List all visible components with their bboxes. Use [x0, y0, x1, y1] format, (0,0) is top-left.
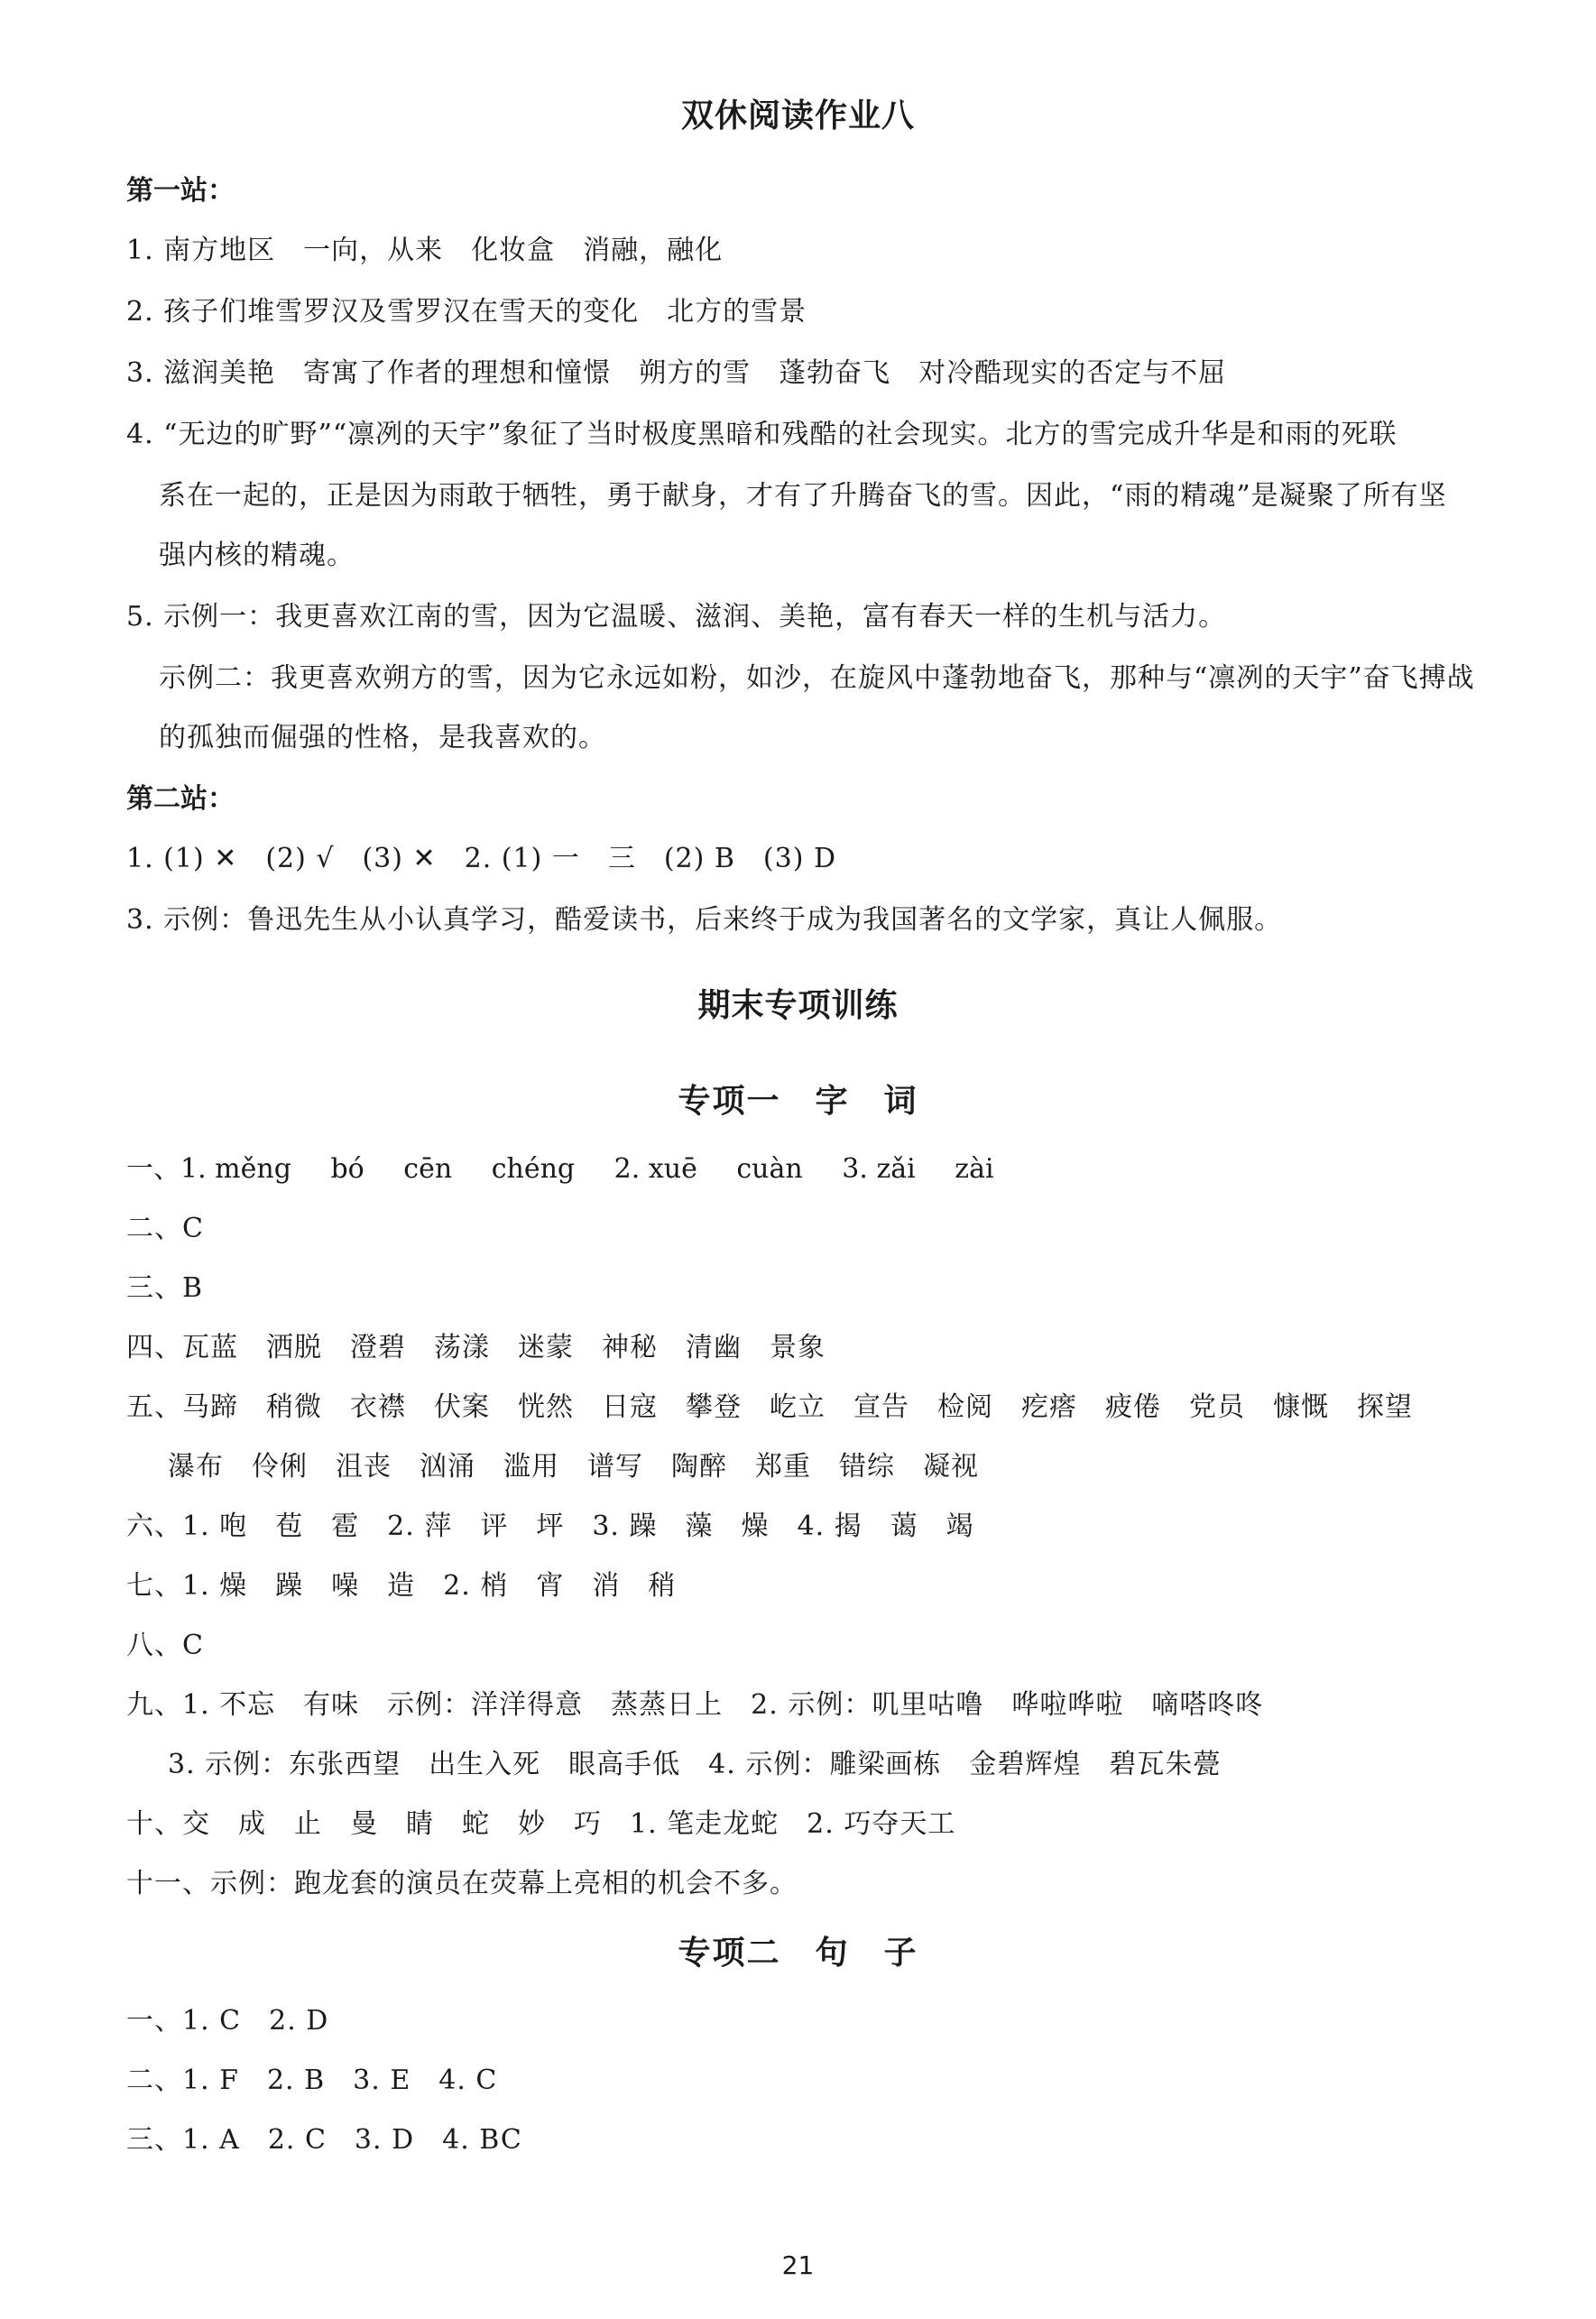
- answer-line: 强内核的精魂。: [159, 540, 355, 571]
- answer-line: 一、1. C 2. D: [126, 2005, 329, 2037]
- answer-line: 二、C: [126, 1213, 204, 1244]
- answer-line: 八、C: [126, 1630, 204, 1661]
- answer-line: 六、1. 咆 苞 雹 2. 萍 评 坪 3. 躁 藻 燥 4. 揭 蔼 竭: [126, 1511, 974, 1542]
- answer-line: 三、B: [126, 1272, 204, 1304]
- answer-line: 3. 示例：鲁迅先生从小认真学习，酷爱读书，后来终于成为我国著名的文学家，真让人佩服。: [126, 904, 1283, 936]
- answer-line: 5. 示例一：我更喜欢江南的雪，因为它温暖、滋润、美艳，富有春天一样的生机与活力。: [126, 601, 1227, 633]
- answer-line: 七、1. 燥 躁 噪 造 2. 梢 宵 消 稍: [126, 1570, 677, 1602]
- item-prefix: 3.: [842, 1153, 868, 1185]
- answer-line: 三、1. A 2. C 3. D 4. BC: [126, 2124, 522, 2156]
- answer-line: 4. “无边的旷野”“凛冽的天宇”象征了当时极度黑暗和残酷的社会现实。北方的雪完成升华是和雨的死联: [126, 419, 1398, 450]
- answer-line: 1. (1) ✕ (2) √ (3) ✕ 2. (1) 一 三 (2) B (3) D: [126, 843, 836, 874]
- answer-line: 系在一起的，正是因为雨敢于牺牲，勇于献身，才有了升腾奋飞的雪。因此，“雨的精魂”是凝聚了所有坚: [159, 480, 1447, 512]
- pinyin-word: xuē: [648, 1153, 697, 1185]
- section-title-final-training: 期末专项训练: [697, 987, 899, 1024]
- pinyin-word: měng: [215, 1153, 291, 1185]
- answer-line: 3. 滋润美艳 寄寓了作者的理想和憧憬 朔方的雪 蓬勃奋飞 对冷酷现实的否定与不屈: [126, 357, 1227, 389]
- pinyin-word: bó: [330, 1153, 364, 1185]
- answer-line: 九、1. 不忘 有味 示例：洋洋得意 蒸蒸日上 2. 示例：叽里咕噜 哗啦哗啦 嘀嗒咚咚: [126, 1689, 1264, 1721]
- answer-line: 四、瓦蓝 洒脱 澄碧 荡漾 迷蒙 神秘 清幽 景象: [126, 1332, 826, 1363]
- pinyin-answer-line: [126, 1146, 1025, 1186]
- item-prefix: 一、1.: [126, 1153, 207, 1185]
- page-number: 21: [781, 2250, 815, 2280]
- answer-line: 2. 孩子们堆雪罗汉及雪罗汉在雪天的变化 北方的雪景: [126, 296, 807, 328]
- answer-line: 的孤独而倔强的性格，是我喜欢的。: [159, 722, 606, 753]
- answer-line: 五、马蹄 稍微 衣襟 伏案 恍然 日寇 攀登 屹立 宣告 检阅 疙瘩 疲倦 党员 慷慨 探望: [126, 1391, 1413, 1423]
- station-one-label: 第一站：: [126, 175, 235, 207]
- pinyin-word: chéng: [491, 1153, 576, 1185]
- subsection-title-words: 专项一 字 词: [678, 1083, 918, 1120]
- answer-line: 二、1. F 2. B 3. E 4. C: [126, 2065, 498, 2096]
- answer-line: 十、交 成 止 曼 睛 蛇 妙 巧 1. 笔走龙蛇 2. 巧夺天工: [126, 1808, 956, 1840]
- answer-line: 3. 示例：东张西望 出生入死 眼高手低 4. 示例：雕梁画栋 金碧辉煌 碧瓦朱甍: [168, 1749, 1222, 1780]
- pinyin-word: zài: [955, 1153, 994, 1185]
- pinyin-word: cuàn: [736, 1153, 803, 1185]
- pinyin-word: zǎi: [876, 1153, 916, 1185]
- pinyin-word: cēn: [403, 1153, 453, 1185]
- station-two-label: 第二站：: [126, 783, 235, 815]
- answer-line: 瀑布 伶俐 沮丧 汹涌 滥用 谱写 陶醉 郑重 错综 凝视: [168, 1451, 979, 1483]
- subsection-title-sentences: 专项二 句 子: [678, 1935, 918, 1972]
- section-title-reading-homework: 双休阅读作业八: [680, 97, 915, 134]
- item-prefix: 2.: [613, 1153, 641, 1185]
- answer-line: 示例二：我更喜欢朔方的雪，因为它永远如粉，如沙，在旋风中蓬勃地奋飞，那种与“凛冽的天宇”奋飞搏战: [159, 662, 1475, 694]
- answer-line: 1. 南方地区 一向，从来 化妆盒 消融，融化: [126, 235, 724, 266]
- answer-line: 十一、示例：跑龙套的演员在荧幕上亮相的机会不多。: [126, 1868, 798, 1899]
